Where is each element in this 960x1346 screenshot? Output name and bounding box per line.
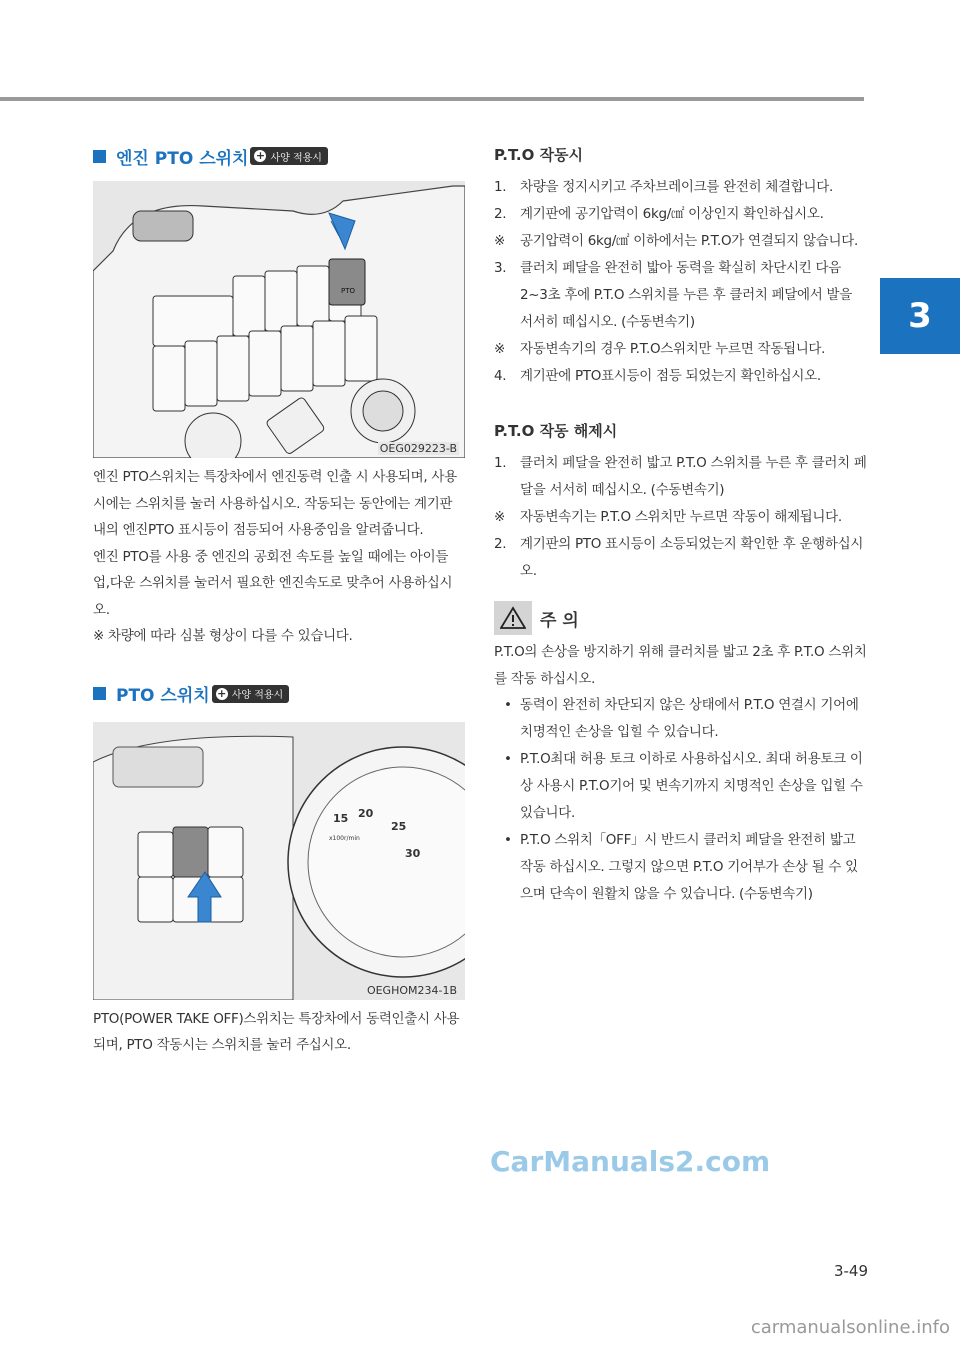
list-item: ※ 자동변속기의 경우 P.T.O스위치만 누르면 작동됩니다. [494, 341, 826, 357]
list-item: 4. 계기판에 PTO표시등이 점등 되었는지 확인하십시오. [494, 368, 821, 384]
bullet-square-icon [93, 687, 106, 700]
list-item: 1. 차량을 정지시키고 주차브레이크를 완전히 체결합니다. [494, 179, 833, 195]
section-title-pto [93, 678, 465, 710]
watermark: carmanualsonline.info [750, 1317, 950, 1338]
figure-code: OEG029223-B [379, 442, 457, 455]
header-rule [0, 97, 864, 101]
caution-list [494, 692, 868, 908]
chapter-number: 3 [908, 296, 932, 336]
left-column [93, 140, 465, 1059]
list-item: • P.T.O 스위치「OFF」시 반드시 클러치 페달을 완전히 밟고 작동 하십시오. 그렇지 않으면 P.T.O 기어부가 손상 될 수 있으며 단속이 원활치 않을 수 있습니다. (수동변속기) [504, 832, 858, 902]
release-list [494, 450, 868, 585]
list-item: • 동력이 완전히 차단되지 않은 상태에서 P.T.O 연결시 기어에 치명적인 손상을 입힐 수 있습니다. [504, 697, 859, 740]
right-column [494, 140, 868, 908]
option-badge: + 사양 적용시 [212, 685, 289, 703]
bullet-square-icon [93, 150, 106, 163]
operate-list [494, 174, 868, 390]
list-item: ※ 자동변속기는 P.T.O 스위치만 누르면 작동이 해제됩니다. [494, 509, 842, 525]
figure-code: OEGHOM234-1B [366, 983, 457, 997]
caution-header [494, 601, 868, 635]
list-item: 3. 클러치 페달을 완전히 밟아 동력을 확실히 차단시킨 다음 2~3초 후에 P.T.O 스위치를 누른 후 클러치 페달에서 발을 서서히 떼십시오. (수동변속기) [494, 260, 852, 330]
gauge-switch-illustration [93, 722, 465, 1000]
caution-title: 주 의 [540, 610, 579, 631]
list-item: 2. 계기판의 PTO 표시등이 소등되었는지 확인한 후 운행하십시오. [494, 536, 864, 579]
subsection-title-release: P.T.O 작동 해제시 [494, 422, 618, 440]
list-item: 2. 계기판에 공기압력이 6kg/㎠ 이상인지 확인하십시오. [494, 206, 824, 222]
section-title-engine-pto [93, 140, 465, 172]
figure-pto-switch [93, 722, 465, 1000]
plus-icon: + [255, 149, 266, 162]
section-title-text: PTO 스위치 [116, 686, 210, 706]
list-item: 1. 클러치 페달을 완전히 밟고 P.T.O 스위치를 누른 후 클러치 페달을 서서히 떼십시오. (수동변속기) [494, 455, 867, 498]
warning-triangle-icon [494, 601, 532, 635]
caution-intro: P.T.O의 손상을 방지하기 위해 클러치를 밟고 2초 후 P.T.O 스위치를 작동 하십시오. [494, 644, 867, 687]
svg-text:30: 30 [405, 846, 421, 860]
page-number: 3-49 [833, 1262, 868, 1280]
svg-text:20: 20 [358, 806, 374, 820]
figure-engine-pto-switch [93, 181, 465, 458]
body-paragraph: 엔진 PTO를 사용 중 엔진의 공회전 속도를 높일 때에는 아이들 업,다운 스위치를 눌러서 필요한 엔진속도로 맞추어 사용하십시오. [93, 548, 453, 618]
body-paragraph: PTO(POWER TAKE OFF)스위치는 특장차에서 동력인출시 사용되며, PTO 작동시는 스위치를 눌러 주십시오. [93, 1010, 460, 1053]
svg-text:25: 25 [391, 819, 407, 833]
plus-icon: + [217, 686, 227, 700]
svg-text:15: 15 [333, 811, 349, 825]
svg-text:PTO: PTO [341, 287, 356, 295]
dashboard-switch-illustration [93, 181, 465, 458]
section-title-text: 엔진 PTO 스위치 [116, 148, 249, 169]
option-badge: + 사양 적용시 [250, 147, 327, 165]
list-item: ※ 공기압력이 6kg/㎠ 이하에서는 P.T.O가 연결되지 않습니다. [494, 233, 858, 249]
subsection-title-operate: P.T.O 작동시 [494, 146, 584, 164]
list-item: • P.T.O최대 허용 토크 이하로 사용하십시오. 최대 허용토크 이상 사용시 P.T.O기어 및 변속기까지 치명적인 손상을 입힐 수 있습니다. [504, 751, 863, 821]
note-text: ※ 차량에 따라 심볼 형상이 다를 수 있습니다. [93, 628, 353, 644]
svg-text:x100r/min: x100r/min [329, 834, 360, 842]
body-paragraph: 엔진 PTO스위치는 특장차에서 엔진동력 인출 시 사용되며, 사용시에는 스위치를 눌러 사용하십시오. 작동되는 동안에는 계기판 내의 엔진PTO 표시등이 점등되어 사용중임을 알려줍니다. [93, 469, 457, 538]
watermark: CarManuals2.com [490, 1145, 771, 1178]
chapter-tab [880, 278, 960, 354]
